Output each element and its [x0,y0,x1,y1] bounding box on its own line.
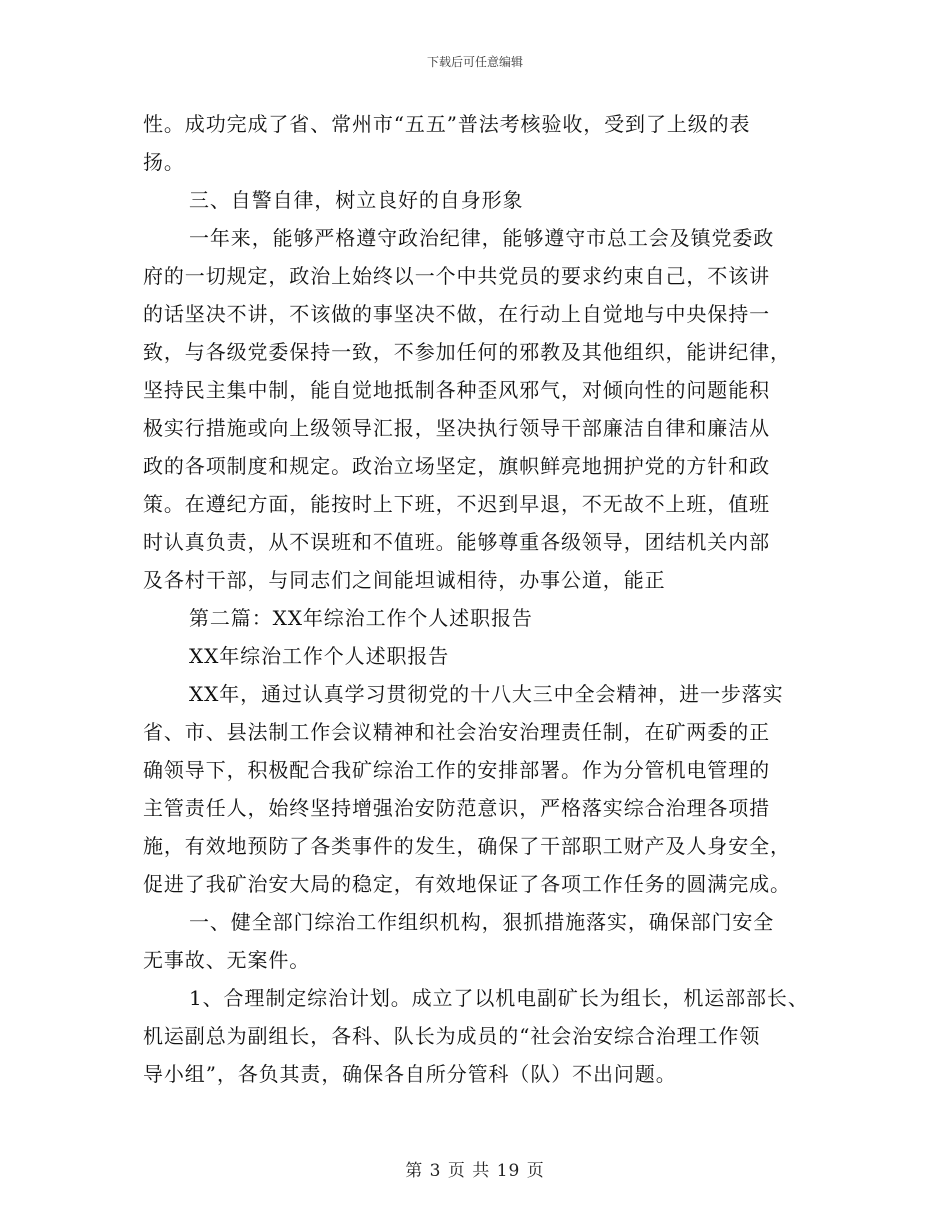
text-line: 坚持民主集中制，能自觉地抵制各种歪风邪气，对倾向性的问题能积 [143,378,770,402]
section-heading: 三、自警自律，树立良好的自身形象 [189,188,524,212]
page-footer: 第 3 页 共 19 页 [405,1161,545,1181]
text-line: 府的一切规定，政治上始终以一个中共党员的要求约束自己，不该讲 [143,264,770,288]
text-line: 1、合理制定综治计划。成立了以机电副矿长为组长，机运部部长、 [189,986,809,1010]
text-line: XX年，通过认真学习贯彻党的十八大三中全会精神，进一步落实 [189,682,784,706]
page-header: 下载后可任意编辑 [426,55,523,69]
text-line: 致，与各级党委保持一致，不参加任何的邪教及其他组织，能讲纪律， [143,340,791,364]
text-line: 无事故、无案件。 [143,948,311,972]
text-line: 的话坚决不讲，不该做的事坚决不做，在行动上自觉地与中央保持一 [143,302,770,326]
chapter-heading: 第二篇：XX年综治工作个人述职报告 [189,606,533,630]
report-title: XX年综治工作个人述职报告 [189,644,450,668]
text-line: 及各村干部，与同志们之间能坦诚相待，办事公道，能正 [143,568,666,592]
section-heading: 一、健全部门综治工作组织机构，狠抓措施落实，确保部门安全 [189,910,775,934]
text-line: 性。成功完成了省、常州市“五五”普法考核验收，受到了上级的表 [143,112,751,136]
text-line: 一年来，能够严格遵守政治纪律，能够遵守市总工会及镇党委政 [189,226,775,250]
text-line: 扬。 [143,150,185,174]
text-line: 时认真负责，从不误班和不值班。能够尊重各级领导，团结机关内部 [143,530,770,554]
text-line: 确领导下，积极配合我矿综治工作的安排部署。作为分管机电管理的 [143,758,770,782]
text-line: 省、市、县法制工作会议精神和社会治安治理责任制，在矿两委的正 [143,720,770,744]
text-line: 促进了我矿治安大局的稳定，有效地保证了各项工作任务的圆满完成。 [143,872,791,896]
text-line: 政的各项制度和规定。政治立场坚定，旗帜鲜亮地拥护党的方针和政 [143,454,770,478]
text-line: 导小组”，各负其责，确保各自所分管科（队）不出问题。 [143,1062,677,1086]
text-line: 策。在遵纪方面，能按时上下班，不迟到早退，不无故不上班，值班 [143,492,770,516]
text-line: 施，有效地预防了各类事件的发生，确保了干部职工财产及人身安全， [143,834,791,858]
text-line: 主管责任人，始终坚持增强治安防范意识，严格落实综合治理各项措 [143,796,770,820]
text-line: 极实行措施或向上级领导汇报，坚决执行领导干部廉洁自律和廉洁从 [143,416,770,440]
text-line: 机运副总为副组长，各科、队长为成员的“社会治安综合治理工作领 [143,1024,761,1048]
